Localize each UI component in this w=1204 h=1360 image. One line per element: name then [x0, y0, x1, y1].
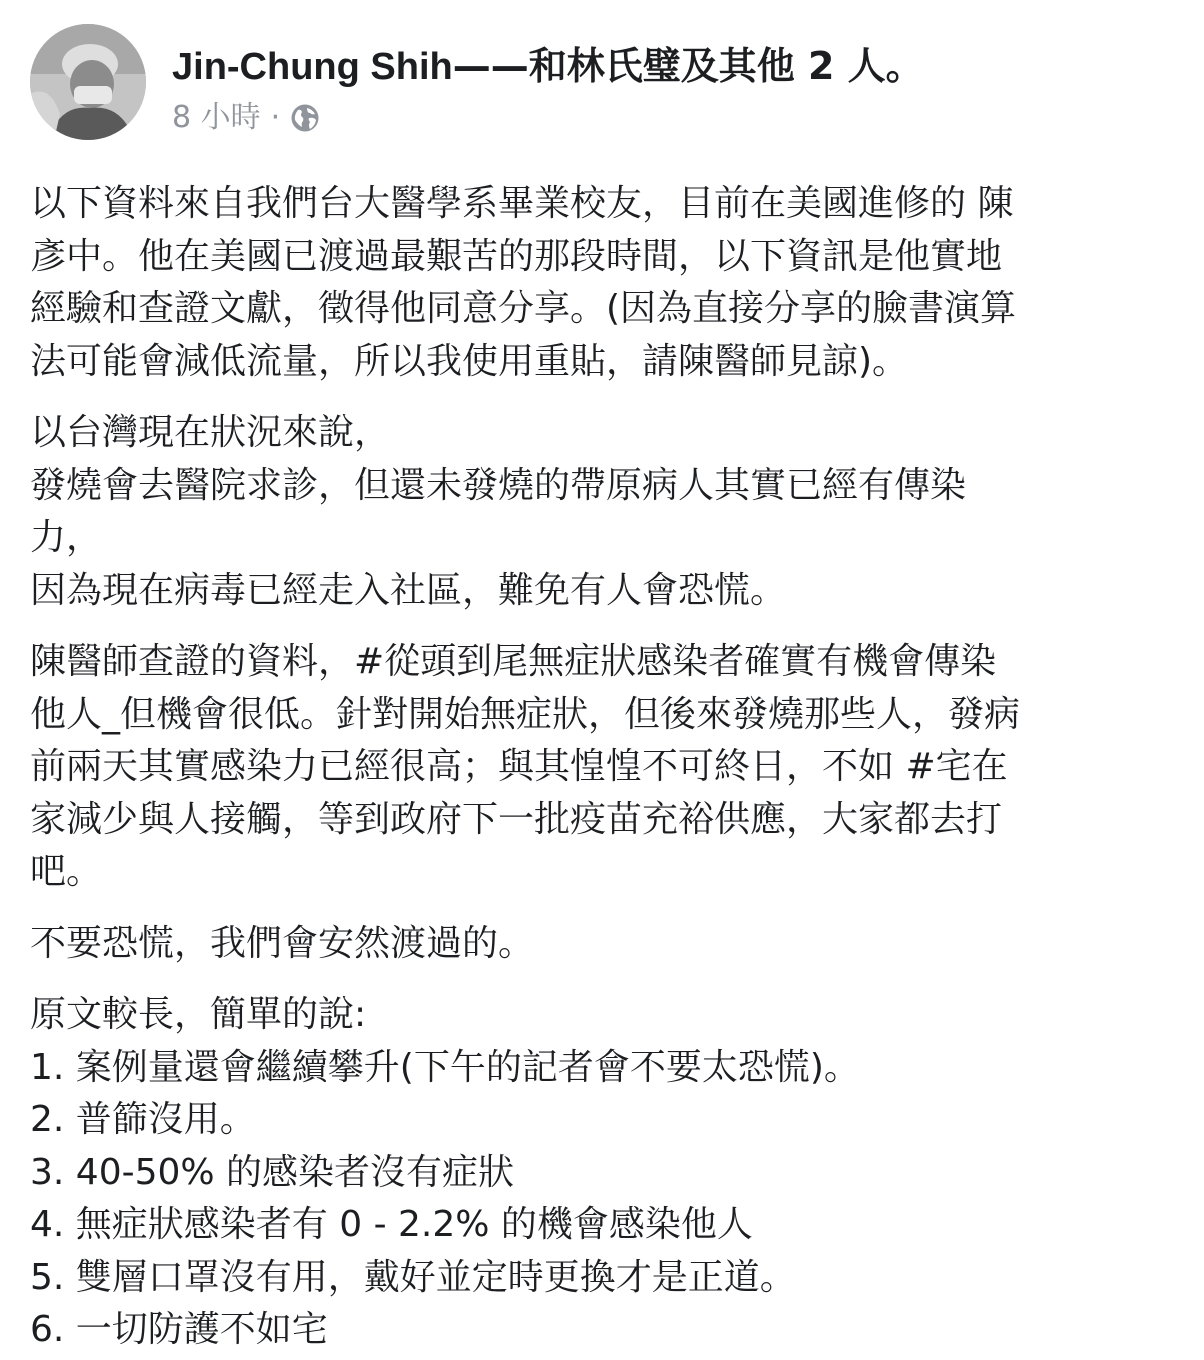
post-meta — [172, 98, 320, 138]
tagged-people-text[interactable]: ——和林氏璧及其他 2 人。 — [452, 44, 924, 88]
post-text-line: 6. 一切防護不如宅 — [30, 1309, 328, 1350]
post-paragraph — [30, 407, 1180, 617]
post-paragraph — [30, 178, 1180, 388]
post-text-line: 經驗和查證文獻，徵得他同意分享。(因為直接分享的臉書演算 — [30, 288, 1017, 329]
post-text-line: 原文較長，簡單的說: — [30, 994, 367, 1035]
post-header — [30, 24, 1180, 148]
post-text-line: 因為現在病毒已經走入社區，難免有人會恐慌。 — [30, 569, 787, 611]
post-text-line: 法可能會減低流量，所以我使用重貼，請陳醫師見諒)。 — [30, 340, 909, 382]
post-text-line: 家減少與人接觸，等到政府下一批疫苗充裕供應，大家都去打 — [30, 798, 1003, 840]
post-paragraph — [30, 989, 1180, 1357]
post-text-line: 4. 無症狀感染者有 0 - 2.2% 的機會感染他人 — [30, 1204, 753, 1245]
post-text-line: 不要恐慌，我們會安然渡過的。 — [30, 922, 535, 964]
post-text-line: 3. 40-50% 的感染者沒有症狀 — [30, 1151, 515, 1193]
post-text-line: 前兩天其實感染力已經很高；與其惶惶不可終日，不如 #宅在 — [30, 746, 1008, 787]
post-text-line: 5. 雙層口罩沒有用，戴好並定時更換才是正道。 — [30, 1256, 796, 1298]
post-body — [30, 178, 1180, 1357]
globe-icon[interactable] — [290, 103, 320, 133]
post-paragraph — [30, 918, 1180, 971]
post-text-line: 吧。 — [30, 851, 103, 892]
meta-separator: · — [270, 100, 281, 135]
avatar-photo — [30, 24, 146, 140]
post-text-line: 2. 普篩沒用。 — [30, 1099, 256, 1140]
post-paragraph — [30, 636, 1180, 899]
post-text-line: 他人_但機會很低。針對開始無症狀，但後來發燒那些人，發病 — [30, 693, 1021, 735]
post-text-line: 以台灣現在狀況來說， — [30, 412, 391, 453]
post-timestamp[interactable]: 8 小時 — [172, 100, 261, 135]
post-text-line: 1. 案例量還會繼續攀升(下午的記者會不要太恐慌)。 — [30, 1046, 860, 1088]
post-text-line: 力， — [30, 517, 103, 558]
avatar[interactable] — [30, 24, 146, 140]
post-text-line: 以下資料來自我們台大醫學系畢業校友，目前在美國進修的 陳 — [30, 183, 1014, 224]
author-line — [172, 42, 924, 91]
author-name-link[interactable]: Jin-Chung Shih — [172, 46, 453, 88]
post-text-line: 彥中。他在美國已渡過最艱苦的那段時間，以下資訊是他實地 — [30, 235, 1003, 277]
post-text-line: 發燒會去醫院求診，但還未發燒的帶原病人其實已經有傳染 — [30, 464, 967, 506]
post-text-line: 陳醫師查證的資料，#從頭到尾無症狀感染者確實有機會傳染 — [30, 641, 997, 682]
